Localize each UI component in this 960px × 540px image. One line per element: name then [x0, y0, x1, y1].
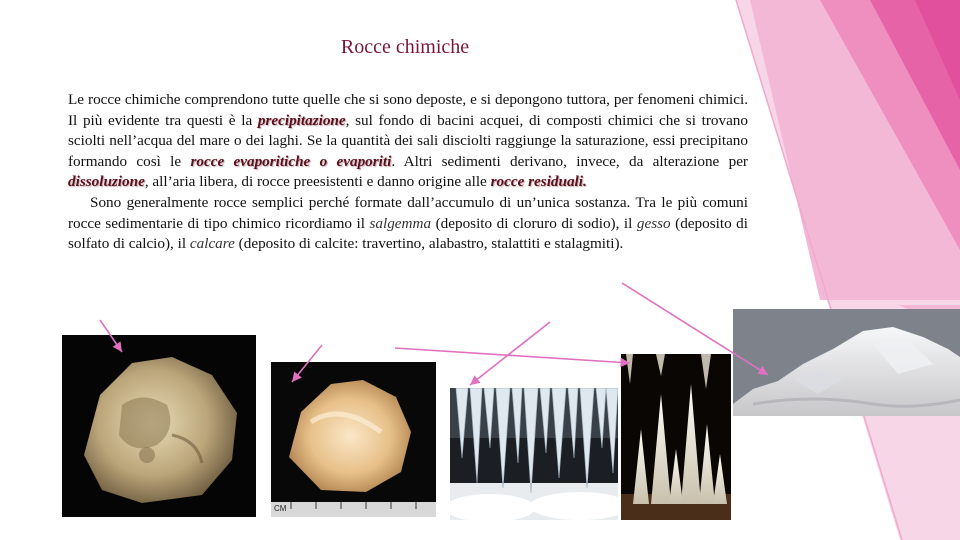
photo-travertino: [62, 335, 256, 517]
text-segment: Sono generalmente rocce semplici perché formate dall’accumulo di un’unica sostanza. Tra le più comuni rocce sedimentarie di tipo chimico ricordiamo il: [68, 193, 748, 232]
text-segment: . Altri sedimenti derivano, invece, da alterazione per: [391, 152, 748, 170]
term-gesso: gesso: [636, 214, 671, 232]
text-segment: (deposito di cloruro di sodio), il: [431, 214, 637, 232]
keyword-dissoluzione: dissoluzione: [68, 173, 145, 191]
photo-stalagmiti: [621, 354, 731, 520]
slide-title: Rocce chimiche: [340, 36, 470, 58]
keyword-rocce-residuali: rocce residuali.: [490, 173, 587, 191]
keyword-precipitazione: precipitazione: [257, 111, 346, 129]
paragraph-1: [68, 90, 748, 193]
text-segment: , sul fondo di bacini acquei, di composti chimici che si trovano sciolti nell’acqua del mare o dei laghi. Se la quantità dei sali disciolti raggiunge la saturazione, essi precipitano formando così le: [68, 111, 748, 170]
term-calcare: calcare: [189, 235, 235, 253]
paragraph-2: [68, 193, 748, 255]
text-segment: (deposito di solfato di calcio), il: [68, 214, 748, 253]
photo-alabastro: [271, 362, 436, 517]
ruler-label: CM: [274, 504, 287, 513]
keyword-rocce-evaporitiche: rocce evaporitiche o evaporiti: [190, 152, 392, 170]
photo-salgemma: [733, 309, 960, 416]
text-segment: , all’aria libera, di rocce preesistenti e danno origine alle: [144, 173, 491, 191]
text-segment: Le rocce chimiche comprendono tutte quelle che si sono deposte, e si depongono tuttora, per fenomeni chimici. Il più evidente tra questi è la: [68, 91, 748, 129]
body-text: [68, 90, 748, 255]
text-segment: (deposito di calcite: travertino, alabastro, stalattiti e stalagmiti).: [234, 235, 624, 253]
photo-stalattiti: [450, 388, 618, 520]
term-salgemma: salgemma: [369, 214, 432, 232]
